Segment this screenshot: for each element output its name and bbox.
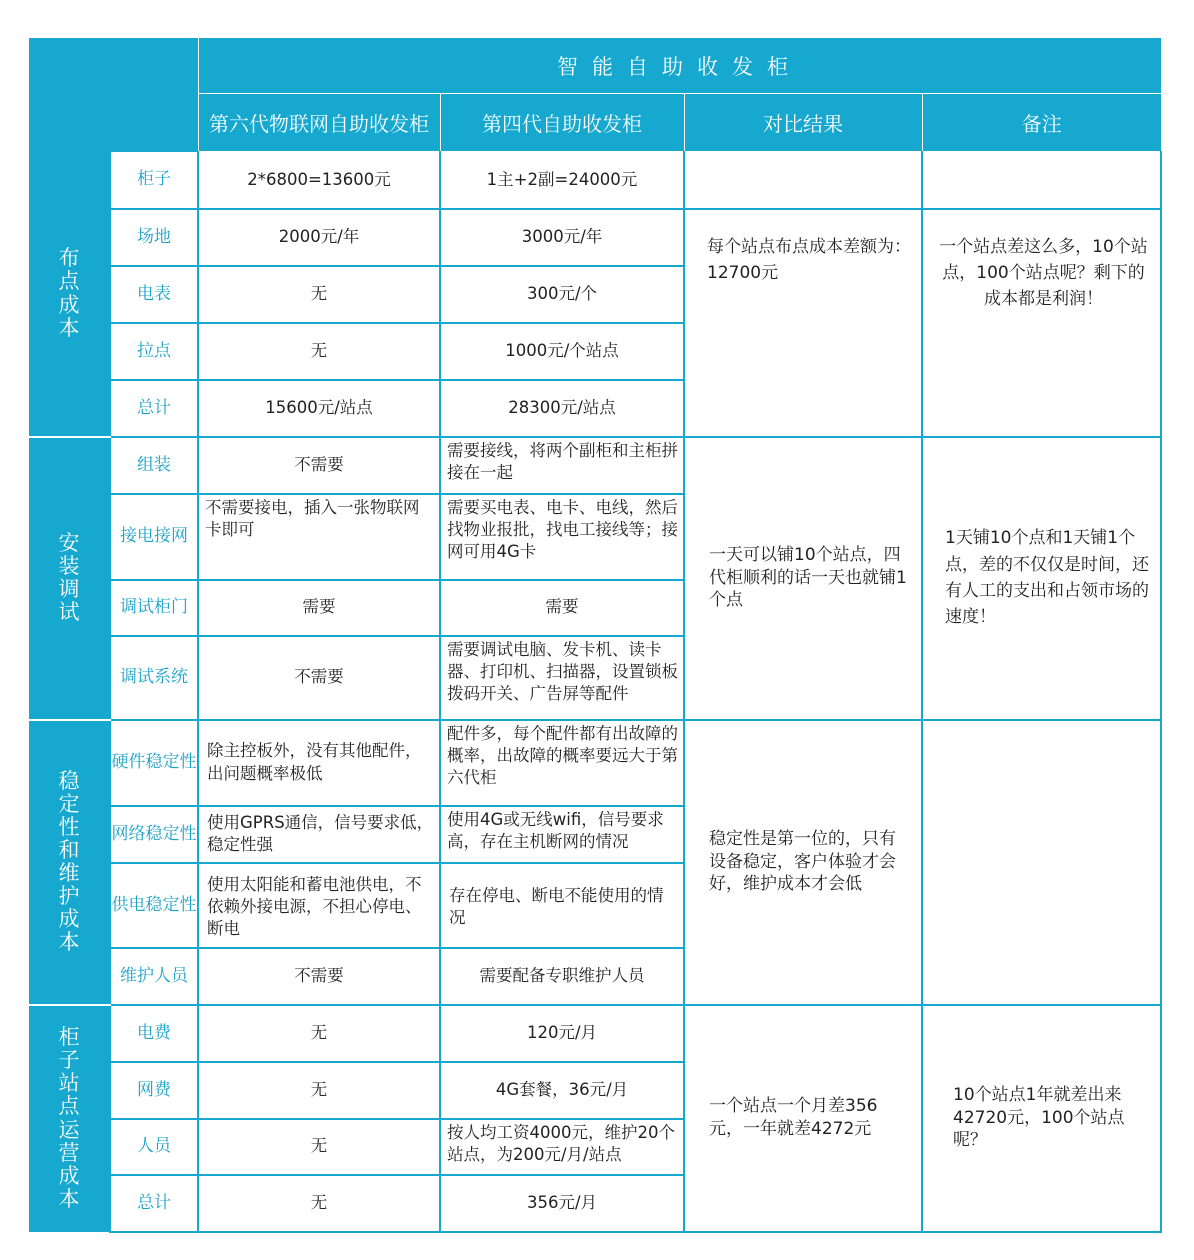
gen6-value: 不需要接电，插入一张物联网卡即可: [198, 494, 440, 580]
note: 10个站点1年就差出来42720元，100个站点呢？: [922, 1005, 1161, 1232]
gen4-value: 配件多，每个配件都有出故障的概率，出故障的概率要远大于第六代柜: [440, 720, 684, 806]
gen6-value: 无: [198, 266, 440, 323]
table-title: 智能自助收发柜: [198, 38, 1161, 94]
note: 1天铺10个点和1天铺1个点，差的不仅仅是时间，还有人工的支出和占领市场的速度！: [922, 437, 1161, 720]
category-deployment-cost: 布点成本: [29, 152, 110, 437]
comparison-result: 每个站点布点成本差额为：12700元: [684, 209, 922, 437]
gen6-value: 使用GPRS通信，信号要求低，稳定性强: [198, 806, 440, 863]
gen6-value: 无: [198, 1005, 440, 1062]
gen4-value: 300元/个: [440, 266, 684, 323]
gen4-value: 存在停电、断电不能使用的情况: [440, 863, 684, 948]
col-header-gen6: 第六代物联网自助收发柜: [198, 94, 440, 152]
row-label: 调试柜门: [110, 580, 198, 636]
gen6-value: 无: [198, 1119, 440, 1175]
gen6-value: 不需要: [198, 437, 440, 494]
category-operating-cost: 柜子站点运营成本: [29, 1005, 110, 1232]
gen4-value: 按人均工资4000元，维护20个站点，为200元/月/站点: [440, 1119, 684, 1175]
row-label: 总计: [110, 1175, 198, 1232]
gen6-value: 15600元/站点: [198, 380, 440, 437]
col-header-note: 备注: [922, 94, 1161, 152]
row-label: 场地: [110, 209, 198, 266]
gen4-value: 3000元/年: [440, 209, 684, 266]
gen6-value: 2*6800=13600元: [198, 152, 440, 209]
row-label: 拉点: [110, 323, 198, 380]
row-label: 组装: [110, 437, 198, 494]
gen4-value: 356元/月: [440, 1175, 684, 1232]
row-label: 硬件稳定性: [110, 720, 198, 806]
gen6-value: 无: [198, 1062, 440, 1119]
comparison-table: [29, 38, 1162, 1233]
col-header-gen4: 第四代自助收发柜: [440, 94, 684, 152]
row-label: 接电接网: [110, 494, 198, 580]
row-label: 柜子: [110, 152, 198, 209]
gen6-value: 需要: [198, 580, 440, 636]
gen6-value: 不需要: [198, 636, 440, 720]
gen4-value: 4G套餐，36元/月: [440, 1062, 684, 1119]
row-label: 供电稳定性: [110, 863, 198, 948]
gen4-value: 28300元/站点: [440, 380, 684, 437]
empty-cell: [684, 152, 922, 209]
comparison-result: 一个站点一个月差356元，一年就差4272元: [684, 1005, 922, 1232]
row-label: 网络稳定性: [110, 806, 198, 863]
comparison-result: 稳定性是第一位的，只有设备稳定，客户体验才会好，维护成本才会低: [684, 720, 922, 1005]
col-header-result: 对比结果: [684, 94, 922, 152]
header-corner: [29, 38, 198, 152]
comparison-result: 一天可以铺10个站点，四代柜顺利的话一天也就铺1个点: [684, 437, 922, 720]
category-installation: 安装调试: [29, 437, 110, 720]
gen4-value: 1主+2副=24000元: [440, 152, 684, 209]
gen4-value: 使用4G或无线wifi，信号要求高，存在主机断网的情况: [440, 806, 684, 863]
gen6-value: 2000元/年: [198, 209, 440, 266]
gen4-value: 120元/月: [440, 1005, 684, 1062]
gen4-value: 需要配备专职维护人员: [440, 948, 684, 1005]
gen6-value: 使用太阳能和蓄电池供电，不依赖外接电源，不担心停电、断电: [198, 863, 440, 948]
gen4-value: 需要调试电脑、发卡机、读卡器、打印机、扫描器，设置锁板拨码开关、广告屏等配件: [440, 636, 684, 720]
row-label: 网费: [110, 1062, 198, 1119]
note: [922, 720, 1161, 1005]
gen6-value: 无: [198, 323, 440, 380]
row-label: 维护人员: [110, 948, 198, 1005]
row-label: 总计: [110, 380, 198, 437]
row-label: 调试系统: [110, 636, 198, 720]
row-label: 电费: [110, 1005, 198, 1062]
category-stability: 稳定性和维护成本: [29, 720, 110, 1005]
gen4-value: 需要接线，将两个副柜和主柜拼接在一起: [440, 437, 684, 494]
empty-cell: [922, 152, 1161, 209]
gen6-value: 无: [198, 1175, 440, 1232]
gen4-value: 1000元/个站点: [440, 323, 684, 380]
gen6-value: 除主控板外，没有其他配件，出问题概率极低: [198, 720, 440, 806]
row-label: 电表: [110, 266, 198, 323]
gen6-value: 不需要: [198, 948, 440, 1005]
gen4-value: 需要: [440, 580, 684, 636]
note: 一个站点差这么多，10个站点，100个站点呢？剩下的成本都是利润！: [922, 209, 1161, 437]
row-label: 人员: [110, 1119, 198, 1175]
gen4-value: 需要买电表、电卡、电线，然后找物业报批，找电工接线等；接网可用4G卡: [440, 494, 684, 580]
